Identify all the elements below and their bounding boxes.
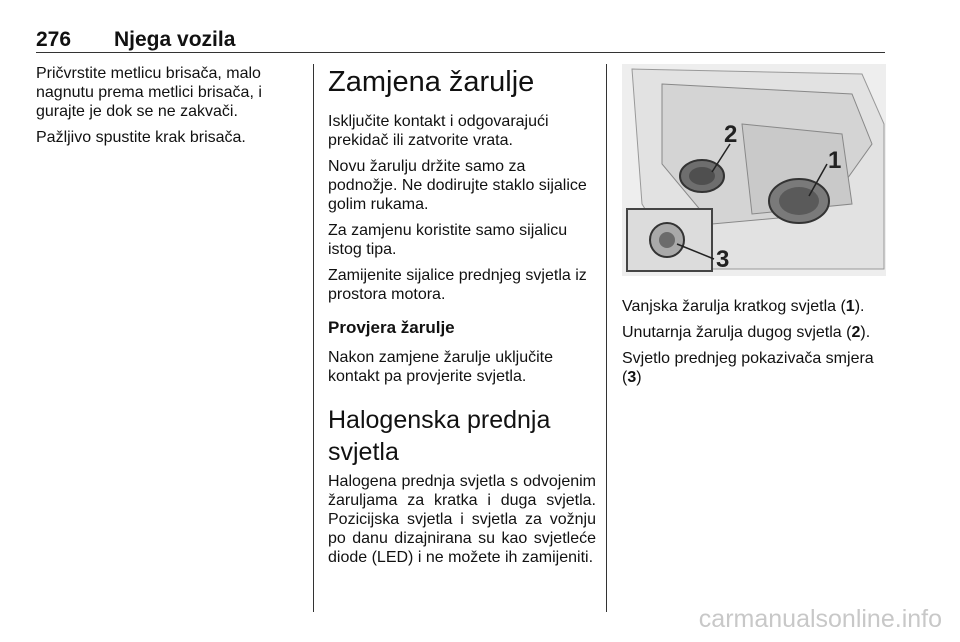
caption-number: 1 [845, 298, 855, 315]
running-title: Njega vozila [114, 28, 236, 51]
paragraph: Za zamjenu koristite samo sijalicu istog tipa. [328, 222, 568, 258]
page-header [36, 24, 885, 53]
caption-text: ). [860, 324, 871, 341]
headlight-figure [622, 64, 886, 276]
column-right [622, 64, 887, 394]
page-number: 276 [36, 28, 72, 51]
paragraph: Pažljivo spustite krak brisača. [36, 129, 246, 146]
caption-text: Vanjska žarulja kratkog svjetla ( [622, 298, 846, 315]
column-divider [606, 64, 607, 612]
caption-number: 2 [851, 324, 861, 341]
section-heading: Halogenska prednja svjetla [328, 406, 551, 466]
paragraph: Zamijenite sijalice prednjeg svjetla iz prostora motora. [328, 267, 587, 303]
section-heading: Zamjena žarulje [328, 66, 535, 98]
paragraph: Nakon zamjene žarulje uključite kontakt pa provjerite svjetla. [328, 349, 553, 385]
caption-number: 3 [627, 369, 637, 386]
figure-caption [622, 349, 887, 387]
column-middle [328, 64, 596, 574]
watermark: carmanualsonline.info [698, 605, 942, 633]
paragraph: Novu žarulju držite samo za podnožje. Ne dodirujte staklo sijalice golim rukama. [328, 158, 587, 213]
caption-text: ) [636, 369, 642, 386]
figure-label: 2 [724, 121, 738, 148]
figure-caption [622, 323, 887, 342]
figure-caption [622, 297, 887, 316]
paragraph: Pričvrstite metlicu brisača, malo nagnutu prema metlici brisača, i gurajte je dok se ne zakvači. [36, 65, 262, 120]
subsection-heading: Provjera žarulje [328, 318, 455, 337]
column-left [36, 64, 291, 154]
caption-text: ). [854, 298, 865, 315]
paragraph: Halogena prednja svjetla s odvojenim žaruljama za kratka i duga svjetla. Pozicijska svjetla i svjetla za vožnju po danu dizajnirana su kao svjetleće diode (LED) i ne možete ih zamijeniti. [328, 473, 596, 566]
column-divider [313, 64, 314, 612]
caption-text: Svjetlo prednjeg pokazivača smjera ( [622, 350, 874, 386]
figure-label: 3 [716, 246, 730, 273]
caption-text: Unutarnja žarulja dugog svjetla ( [622, 324, 852, 341]
figure-label: 1 [828, 147, 842, 174]
paragraph: Isključite kontakt i odgovarajući prekidač ili zatvorite vrata. [328, 113, 549, 149]
